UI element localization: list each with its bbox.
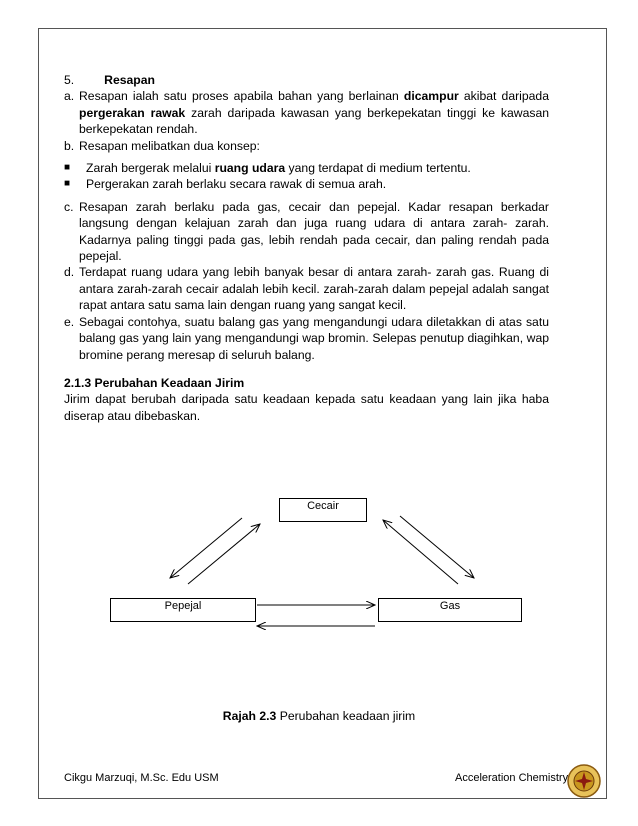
item-c [64, 199, 549, 265]
page-content [64, 72, 549, 424]
node-gas: Gas [378, 598, 522, 622]
footer-title: Acceleration Chemistry [455, 772, 569, 784]
bullet-item [64, 160, 549, 176]
bullet-text: Pergerakan zarah berlaku secara rawak di semua arah. [86, 177, 387, 192]
item-text: Terdapat ruang udara yang lebih banyak besar di antara zarah- zarah gas. Ruang di antara zarah-zarah cecair adalah lebih kecil. zarah-zarah dalam pepejal adalah sangat rapat antara satu sama lain dengan ruang yang sangat kecil. [79, 265, 549, 313]
item-label: b. [64, 138, 75, 153]
subsection-text: Jirim dapat berubah daripada satu keadaan kepada satu keadaan yang lain jika haba diserap atau dibebaskan. [64, 392, 549, 423]
figure-caption: Rajah 2.3 Perubahan keadaan jirim [222, 709, 416, 723]
arrow-gas-to-cecair [383, 520, 458, 584]
item-label: c. [64, 199, 74, 214]
bullet-square-icon: ■ [64, 178, 71, 190]
item-label: d. [64, 265, 75, 280]
bullet-text: Zarah bergerak melalui ruang udara yang terdapat di medium tertentu. [86, 161, 471, 176]
item-text: Sebagai contohya, suatu balang gas yang mengandungi udara diletakkan di atas satu balang gas yang lain yang mengandungi wap bromin. Selepas penutup diagihkan, wap bromine perang meresap di seluruh balang. [79, 314, 549, 362]
node-cecair: Cecair [279, 498, 367, 522]
section-heading [64, 72, 549, 88]
footer-author: Cikgu Marzuqi, M.Sc. Edu USM [64, 772, 219, 784]
state-change-diagram [38, 490, 607, 650]
bullet-item [64, 176, 549, 192]
item-e [64, 314, 549, 363]
item-a [64, 88, 549, 137]
item-text: Resapan zarah berlaku pada gas, cecair dan pepejal. Kadar resapan berkadar langsung dengan kelajuan zarah dan juga ruang udara di antara zarah- zarah. Kadarnya paling tinggi pada gas, lebih rendah pada cecair, dan paling rendah pada pepejal. [79, 199, 549, 264]
item-text: Resapan melibatkan dua konsep: [79, 138, 260, 153]
subsection-heading: 2.1.3 Perubahan Keadaan Jirim [64, 375, 245, 390]
bullet-square-icon: ■ [64, 162, 71, 174]
section-title: Resapan [104, 73, 155, 87]
item-label: a. [64, 89, 75, 104]
item-text: Resapan ialah satu proses apabila bahan yang berlainan dicampur akibat daripada pergerakan rawak zarah daripada kawasan yang berkepekatan tinggi ke kawasan berkepekatan rendah. [79, 89, 550, 137]
section-number: 5. [64, 73, 75, 87]
item-b [64, 138, 549, 154]
item-label: e. [64, 314, 75, 329]
arrow-cecair-to-gas [400, 516, 474, 578]
node-pepejal: Pepejal [110, 598, 256, 622]
seal-logo-icon [566, 763, 602, 799]
item-d [64, 264, 549, 313]
